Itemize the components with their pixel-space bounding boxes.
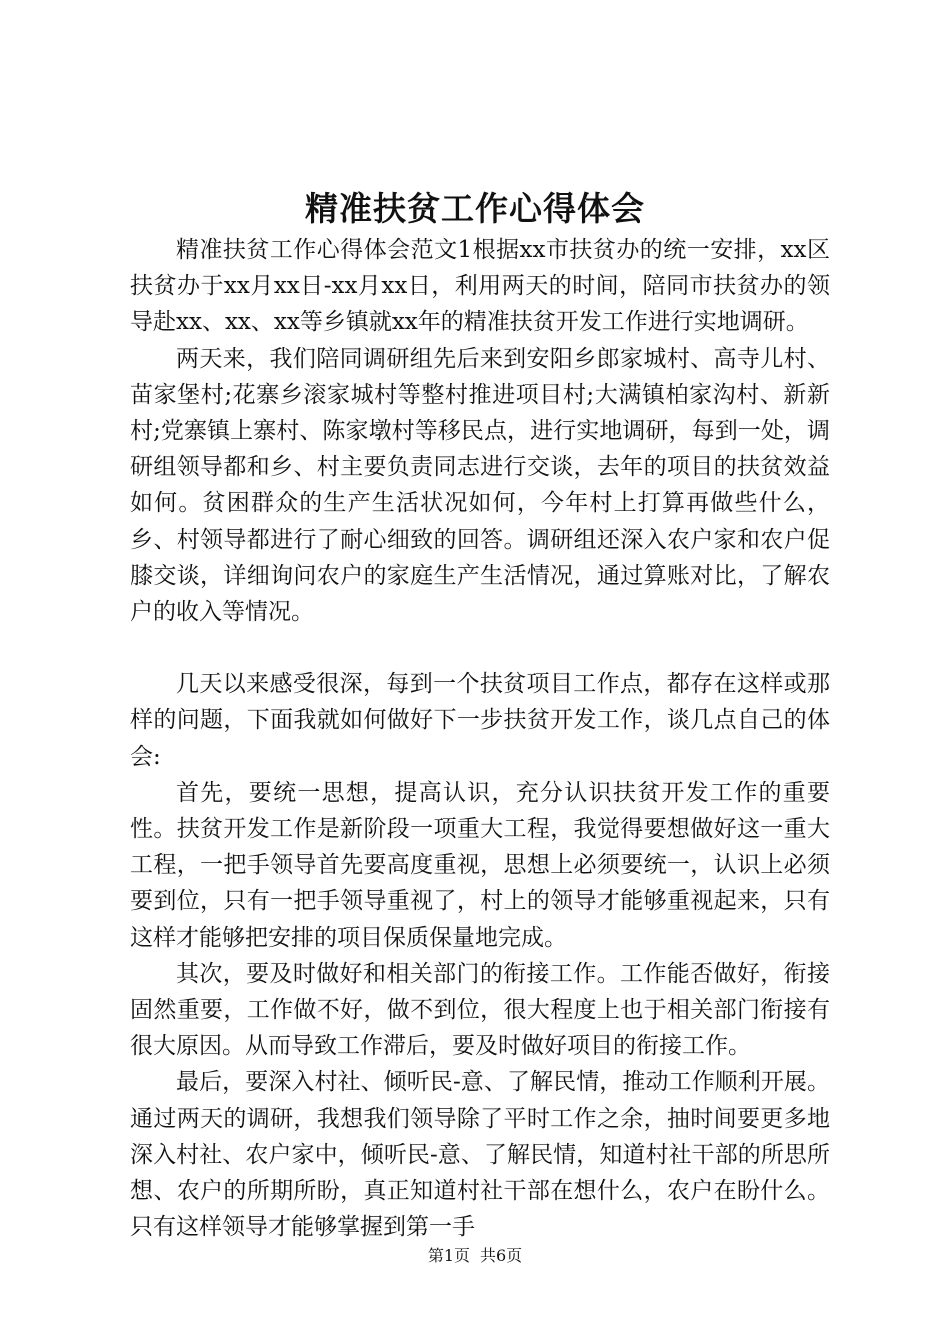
paragraph-2: 两天来，我们陪同调研组先后来到安阳乡郎家城村、高寺儿村、苗家堡村;花寨乡滚家城村等整村推进项目村;大满镇柏家沟村、新新村;党寨镇上寨村、陈家墩村等移民点，进行实地调研，每到一处，调研组领导都和乡、村主要负责同志进行交谈，去年的项目的扶贫效益如何。贫困群众的生产生活状况如何，今年村上打算再做些什么，乡、村领导都进行了耐心细致的回答。调研组还深入农户家和农户促膝交谈，详细询问农户的家庭生产生活情况，通过算账对比，了解农户的收入等情况。	[130, 345, 830, 626]
paragraph-1: 精准扶贫工作心得体会范文1根据xx市扶贫办的统一安排，xx区扶贫办于xx月xx日-xx月xx日，利用两天的时间，陪同市扶贫办的领导赴xx、xx、xx等乡镇就xx年的精准扶贫开发工作进行实地调研。	[130, 237, 830, 336]
paragraph-6: 最后，要深入村社、倾听民-意、了解民情，推动工作顺利开展。通过两天的调研，我想我们领导除了平时工作之余，抽时间要更多地深入村社、农户家中，倾听民-意、了解民情，知道村社干部的所思所想、农户的所期所盼，真正知道村社干部在想什么，农户在盼什么。只有这样领导才能够掌握到第一手	[130, 1069, 830, 1241]
paragraph-4: 首先，要统一思想，提高认识，充分认识扶贫开发工作的重要性。扶贫开发工作是新阶段一项重大工程，我觉得要想做好这一重大工程，一把手领导首先要高度重视，思想上必须要统一，认识上必须要到位，只有一把手领导重视了，村上的领导才能够重视起来，只有这样才能够把安排的项目保质保量地完成。	[130, 779, 830, 951]
paragraph-3: 几天以来感受很深，每到一个扶贫项目工作点，都存在这样或那样的问题，下面我就如何做好下一步扶贫开发工作，谈几点自己的体会:	[130, 671, 830, 770]
document-body	[130, 232, 830, 1245]
page-total: 共6页	[480, 1246, 523, 1265]
page-footer	[0, 1245, 950, 1267]
page-number: 第1页	[427, 1246, 470, 1265]
paragraph-5: 其次，要及时做好和相关部门的衔接工作。工作能否做好，衔接固然重要，工作做不好，做不到位，很大程度上也于相关部门衔接有很大原因。从而导致工作滞后，要及时做好项目的衔接工作。	[130, 960, 830, 1060]
document-title: 精准扶贫工作心得体会	[305, 189, 645, 228]
